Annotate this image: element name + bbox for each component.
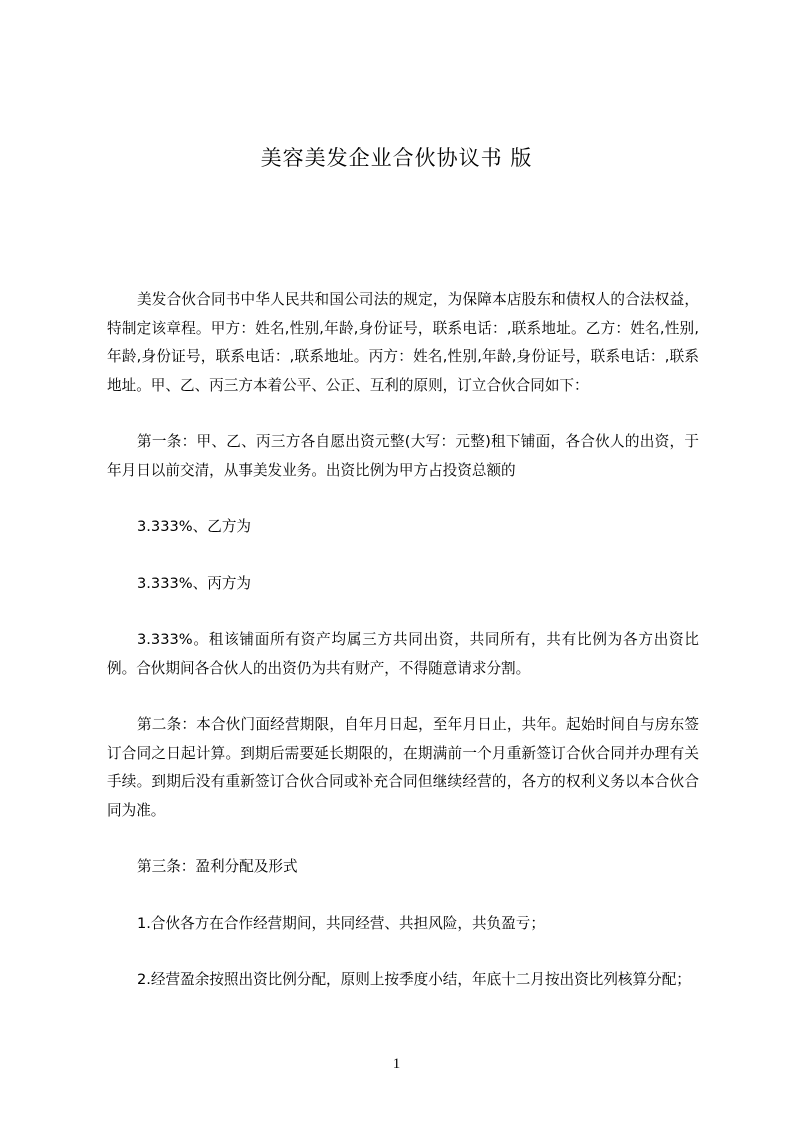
article-3-heading: 第三条：盈利分配及形式 [137,858,298,875]
ratio-b-paragraph: 3.333%、乙方为 [137,518,252,535]
ratio-a-paragraph: 3.333%。租该铺面所有资产均属三方共同出资，共同所有，共有比例为各方出资比例。合伙期间各合伙人的出资仍为共有财产，不得随意请求分割。 [107,631,699,677]
page-number: 1 [392,1056,401,1072]
article-3-item-1: 1.合伙各方在合作经营期间，共同经营、共担风险，共负盈亏； [137,914,545,932]
ratio-c-paragraph: 3.333%、丙方为 [137,574,252,592]
article-2-paragraph: 第二条：本合伙门面经营期限，自年月日起，至年月日止，共年。起始时间自与房东签订合同之日起计算。到期后需要延长期限的，在期满前一个月重新签订合伙合同并办理有关手续。到期后没有重新签订合伙合同或补充合同但继续经营的，各方的权利义务以本合伙合同为准。 [107,716,699,819]
article-3-item-2: 2.经营盈余按照出资比例分配，原则上按季度小结，年底十二月按出资比列核算分配； [137,971,691,988]
document-title: 美容美发企业合伙协议书 版 [260,146,533,170]
article-1-paragraph: 第一条：甲、乙、丙三方各自愿出资元整(大写：元整)租下铺面，各合伙人的出资，于年月日以前交清，从事美发业务。出资比例为甲方占投资总额的 [107,433,699,479]
intro-paragraph: 美发合伙合同书中华人民共和国公司法的规定，为保障本店股东和债权人的合法权益，特制定该章程。甲方：姓名,性别,年龄,身份证号，联系电话：,联系地址。乙方：姓名,性别,年龄,身份证号，联系电话：,联系地址。丙方：姓名,性别,年龄,身份证号，联系电话：,联系地址。甲、乙、丙三方本着公平、公正、互利的原则，订立合伙合同如下： [107,291,699,394]
document-body [107,286,699,1023]
